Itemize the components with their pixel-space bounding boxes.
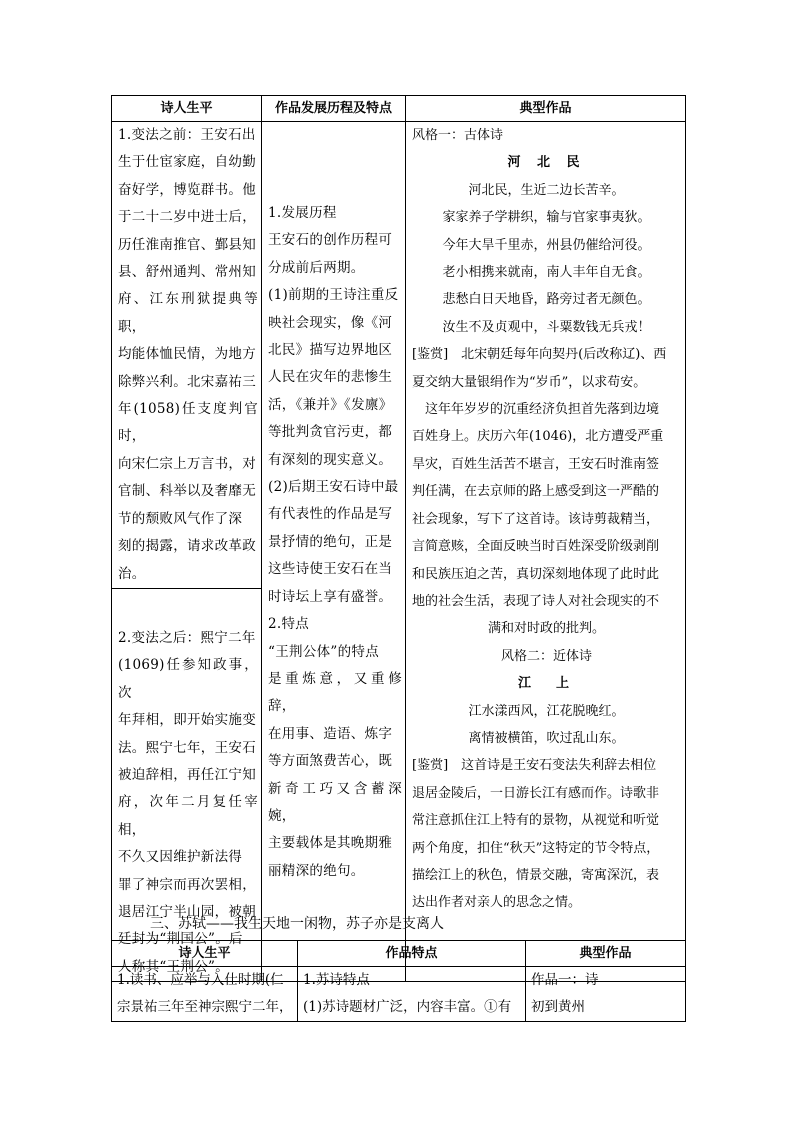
poem2-title: 江 上 — [517, 676, 575, 692]
development-line: 映社会现实，像《河 — [268, 314, 393, 331]
development-text — [262, 122, 405, 885]
development-line: 时诗坛上享有盛誉。 — [268, 588, 393, 605]
appreciation-line: 社会现象，写下了这首诗。该诗剪裁精当， — [412, 511, 660, 527]
life-before-text — [112, 122, 261, 588]
development-line: 1.发展历程 — [268, 205, 337, 221]
development-line: 有深刻的现实意义。 — [268, 451, 393, 468]
life-line: 被迫辞相，再任江宁知 — [118, 766, 256, 783]
poem1-title: 河 北 民 — [507, 155, 586, 171]
appreciation-line: 描绘江上的秋色，情景交融，寄寓深沉，表 — [412, 867, 660, 883]
style1-label: 风格一：古体诗 — [412, 128, 504, 143]
poem2-lines — [412, 698, 681, 753]
cell-life-before-reform — [112, 122, 262, 589]
appreciation-line: 两个角度，扣住“秋天”这特定的节令特点， — [412, 840, 660, 856]
development-line: 2.特点 — [268, 616, 310, 633]
t2-cell-works — [526, 967, 686, 1022]
poem-line: 家家养子学耕织，输与官家事夷狄。 — [442, 210, 651, 226]
development-line: 等批判贪官污吏，都 — [268, 424, 393, 441]
t2-life-line: 1.读书、应举与入仕时期(仁 — [117, 972, 284, 988]
development-line: 活，《兼并》《发廪》 — [268, 396, 393, 413]
development-line: 这些诗使王安石在当 — [268, 561, 393, 578]
life-line: 刻的揭露，请求改革政 — [118, 538, 256, 555]
development-line: 王安石的创作历程可 — [268, 232, 393, 249]
life-line: 不久又因维护新法得 — [118, 849, 243, 866]
appreciation-line: 判任满，在去京师的路上感受到这一严酷的 — [412, 484, 660, 500]
appreciation-line: 百姓身上。庆历六年(1046)，北方遭受严重 — [412, 429, 664, 445]
poem-line: 离情被横笛，吹过乱山东。 — [468, 730, 625, 746]
t2-header-features: 作品特点 — [298, 941, 526, 967]
header-works: 典型作品 — [406, 96, 686, 122]
appreciation-line: [鉴赏] 北宋朝廷每年向契丹(后改称辽)、西 — [412, 347, 667, 363]
table-su-shi — [111, 940, 686, 1022]
life-line: 除弊兴利。北宋嘉祐三 — [118, 373, 256, 390]
works-text — [406, 122, 685, 917]
development-line: 北民》描写边界地区 — [268, 342, 393, 359]
header-life: 诗人生平 — [112, 96, 262, 122]
appreciation-line: [鉴赏] 这首诗是王安石变法失利辞去相位 — [412, 758, 657, 774]
life-line: 府、江东刑狱提典等职， — [118, 291, 258, 335]
life-line: 奋好学，博览群书。他 — [118, 181, 256, 198]
development-line: 是重炼意，又重修辞， — [268, 670, 402, 715]
t2-works-line: 作品一：诗 — [531, 972, 599, 988]
life-line: 历任淮南推官、鄞县知 — [118, 236, 256, 253]
development-line: 在用事、造语、炼字 — [268, 725, 393, 742]
development-line: 景抒情的绝句，正是 — [268, 533, 393, 550]
t2-features-line: (1)苏诗题材广泛，内容丰富。①有 — [303, 999, 512, 1015]
appreciation2 — [412, 752, 681, 916]
life-line: (1069)任参知政事，次 — [118, 657, 258, 701]
t2-life-line: 宗景祐三年至神宗熙宁二年， — [117, 999, 293, 1015]
life-line: 年拜相，即开始实施变 — [118, 712, 256, 729]
poem1-lines — [412, 177, 681, 341]
life-line: 县、舒州通判、常州知 — [118, 264, 256, 281]
development-line: “王荆公体”的特点 — [268, 643, 380, 660]
poem-line: 汝生不及贞观中，斗粟数钱无兵戎！ — [442, 319, 651, 335]
poem-line: 老小相携来就南，南人丰年自无食。 — [442, 265, 651, 281]
poem-line: 今年大旱千里赤，州县仍催给河役。 — [442, 237, 651, 253]
appreciation-line: 常注意抓住江上特有的景物，从视觉和听觉 — [412, 813, 660, 829]
life-line: 罪了神宗而再次罢相， — [118, 876, 256, 893]
section3-heading: 三、苏轼——我生天地一闲物，苏子亦是支离人 — [150, 916, 444, 932]
life-line: 年(1058)任支度判官时， — [118, 401, 258, 445]
header-development: 作品发展历程及特点 — [262, 96, 406, 122]
t2-works-line: 初到黄州 — [531, 999, 585, 1015]
appreciation-line: 达出作者对亲人的思念之情。 — [412, 895, 582, 911]
appreciation-line: 言简意赅，全面反映当时百姓深受阶级剥削 — [412, 539, 660, 555]
appreciation-line: 退居金陵后，一日游长江有感而作。诗歌非 — [412, 785, 660, 801]
appreciation-line: 这年年岁岁的沉重经济负担首先落到边境 — [425, 402, 660, 418]
t2-header-life: 诗人生平 — [112, 941, 298, 967]
life-line: 廷封为“荆国公”。后 — [118, 931, 243, 948]
development-line: 丽精深的绝句。 — [268, 862, 365, 879]
life-line: 治。 — [118, 565, 146, 582]
t2-cell-life — [112, 967, 298, 1022]
appreciation-line: 夏交纳大量银绢作为“岁币”，以求苟安。 — [412, 374, 647, 390]
life-line: 1.变法之前：王安石出 — [118, 127, 256, 143]
appreciation-line: 满和对时政的批判。 — [487, 621, 605, 637]
development-line: (2)后期王安石诗中最 — [268, 479, 399, 496]
life-line: 均能体恤民情，为地方 — [118, 346, 256, 363]
cell-typical-works — [406, 122, 686, 982]
table-wang-anshi — [111, 95, 686, 982]
development-line: 有代表性的作品是写 — [268, 506, 393, 523]
life-line: 于二十二岁中进士后， — [118, 209, 256, 226]
poem-line: 河北民，生近二边长苦辛。 — [468, 182, 625, 198]
development-line: 等方面煞费苦心，既 — [268, 753, 393, 770]
appreciation-line: 地的社会生活，表现了诗人对社会现实的不 — [412, 593, 660, 609]
life-line: 官制、科举以及奢靡无 — [118, 483, 256, 500]
appreciation1 — [412, 341, 681, 642]
development-line: 人民在灾年的悲惨生 — [268, 369, 393, 386]
development-line: (1)前期的王诗注重反 — [268, 287, 399, 304]
development-line: 主要载体是其晚期雅 — [268, 835, 393, 852]
t2-cell-features — [298, 967, 526, 1022]
life-line: 法。熙宁七年，王安石 — [118, 739, 256, 756]
t2-header-works: 典型作品 — [526, 941, 686, 967]
cell-development — [262, 122, 406, 982]
style2-label: 风格二：近体诗 — [500, 648, 592, 664]
life-line: 向宋仁宗上万言书，对 — [118, 455, 256, 472]
appreciation-line: 旱灾，百姓生活苦不堪言，王安石时淮南签 — [412, 456, 660, 472]
appreciation-line: 和民族压迫之苦，真切深刻地体现了此时此 — [412, 566, 660, 582]
poem-line: 悲愁白日天地昏，路旁过者无颜色。 — [442, 292, 651, 308]
t2-features-line: 1.苏诗特点 — [303, 972, 370, 988]
development-line: 分成前后两期。 — [268, 259, 365, 276]
life-line: 人称其“王荆公”。 — [118, 958, 230, 975]
life-line: 节的颓败风气作了深 — [118, 510, 243, 527]
poem-line: 江水漾西风，江花脱晚红。 — [468, 703, 625, 719]
life-line: 退居江宁半山园，被朝 — [118, 903, 256, 920]
life-line: 2.变法之后：熙宁二年 — [118, 629, 256, 646]
life-line: 生于仕宦家庭，自幼勤 — [118, 154, 256, 171]
life-line: 府，次年二月复任宰相， — [118, 794, 258, 838]
development-line: 新奇工巧又含蓄深婉， — [268, 780, 402, 824]
